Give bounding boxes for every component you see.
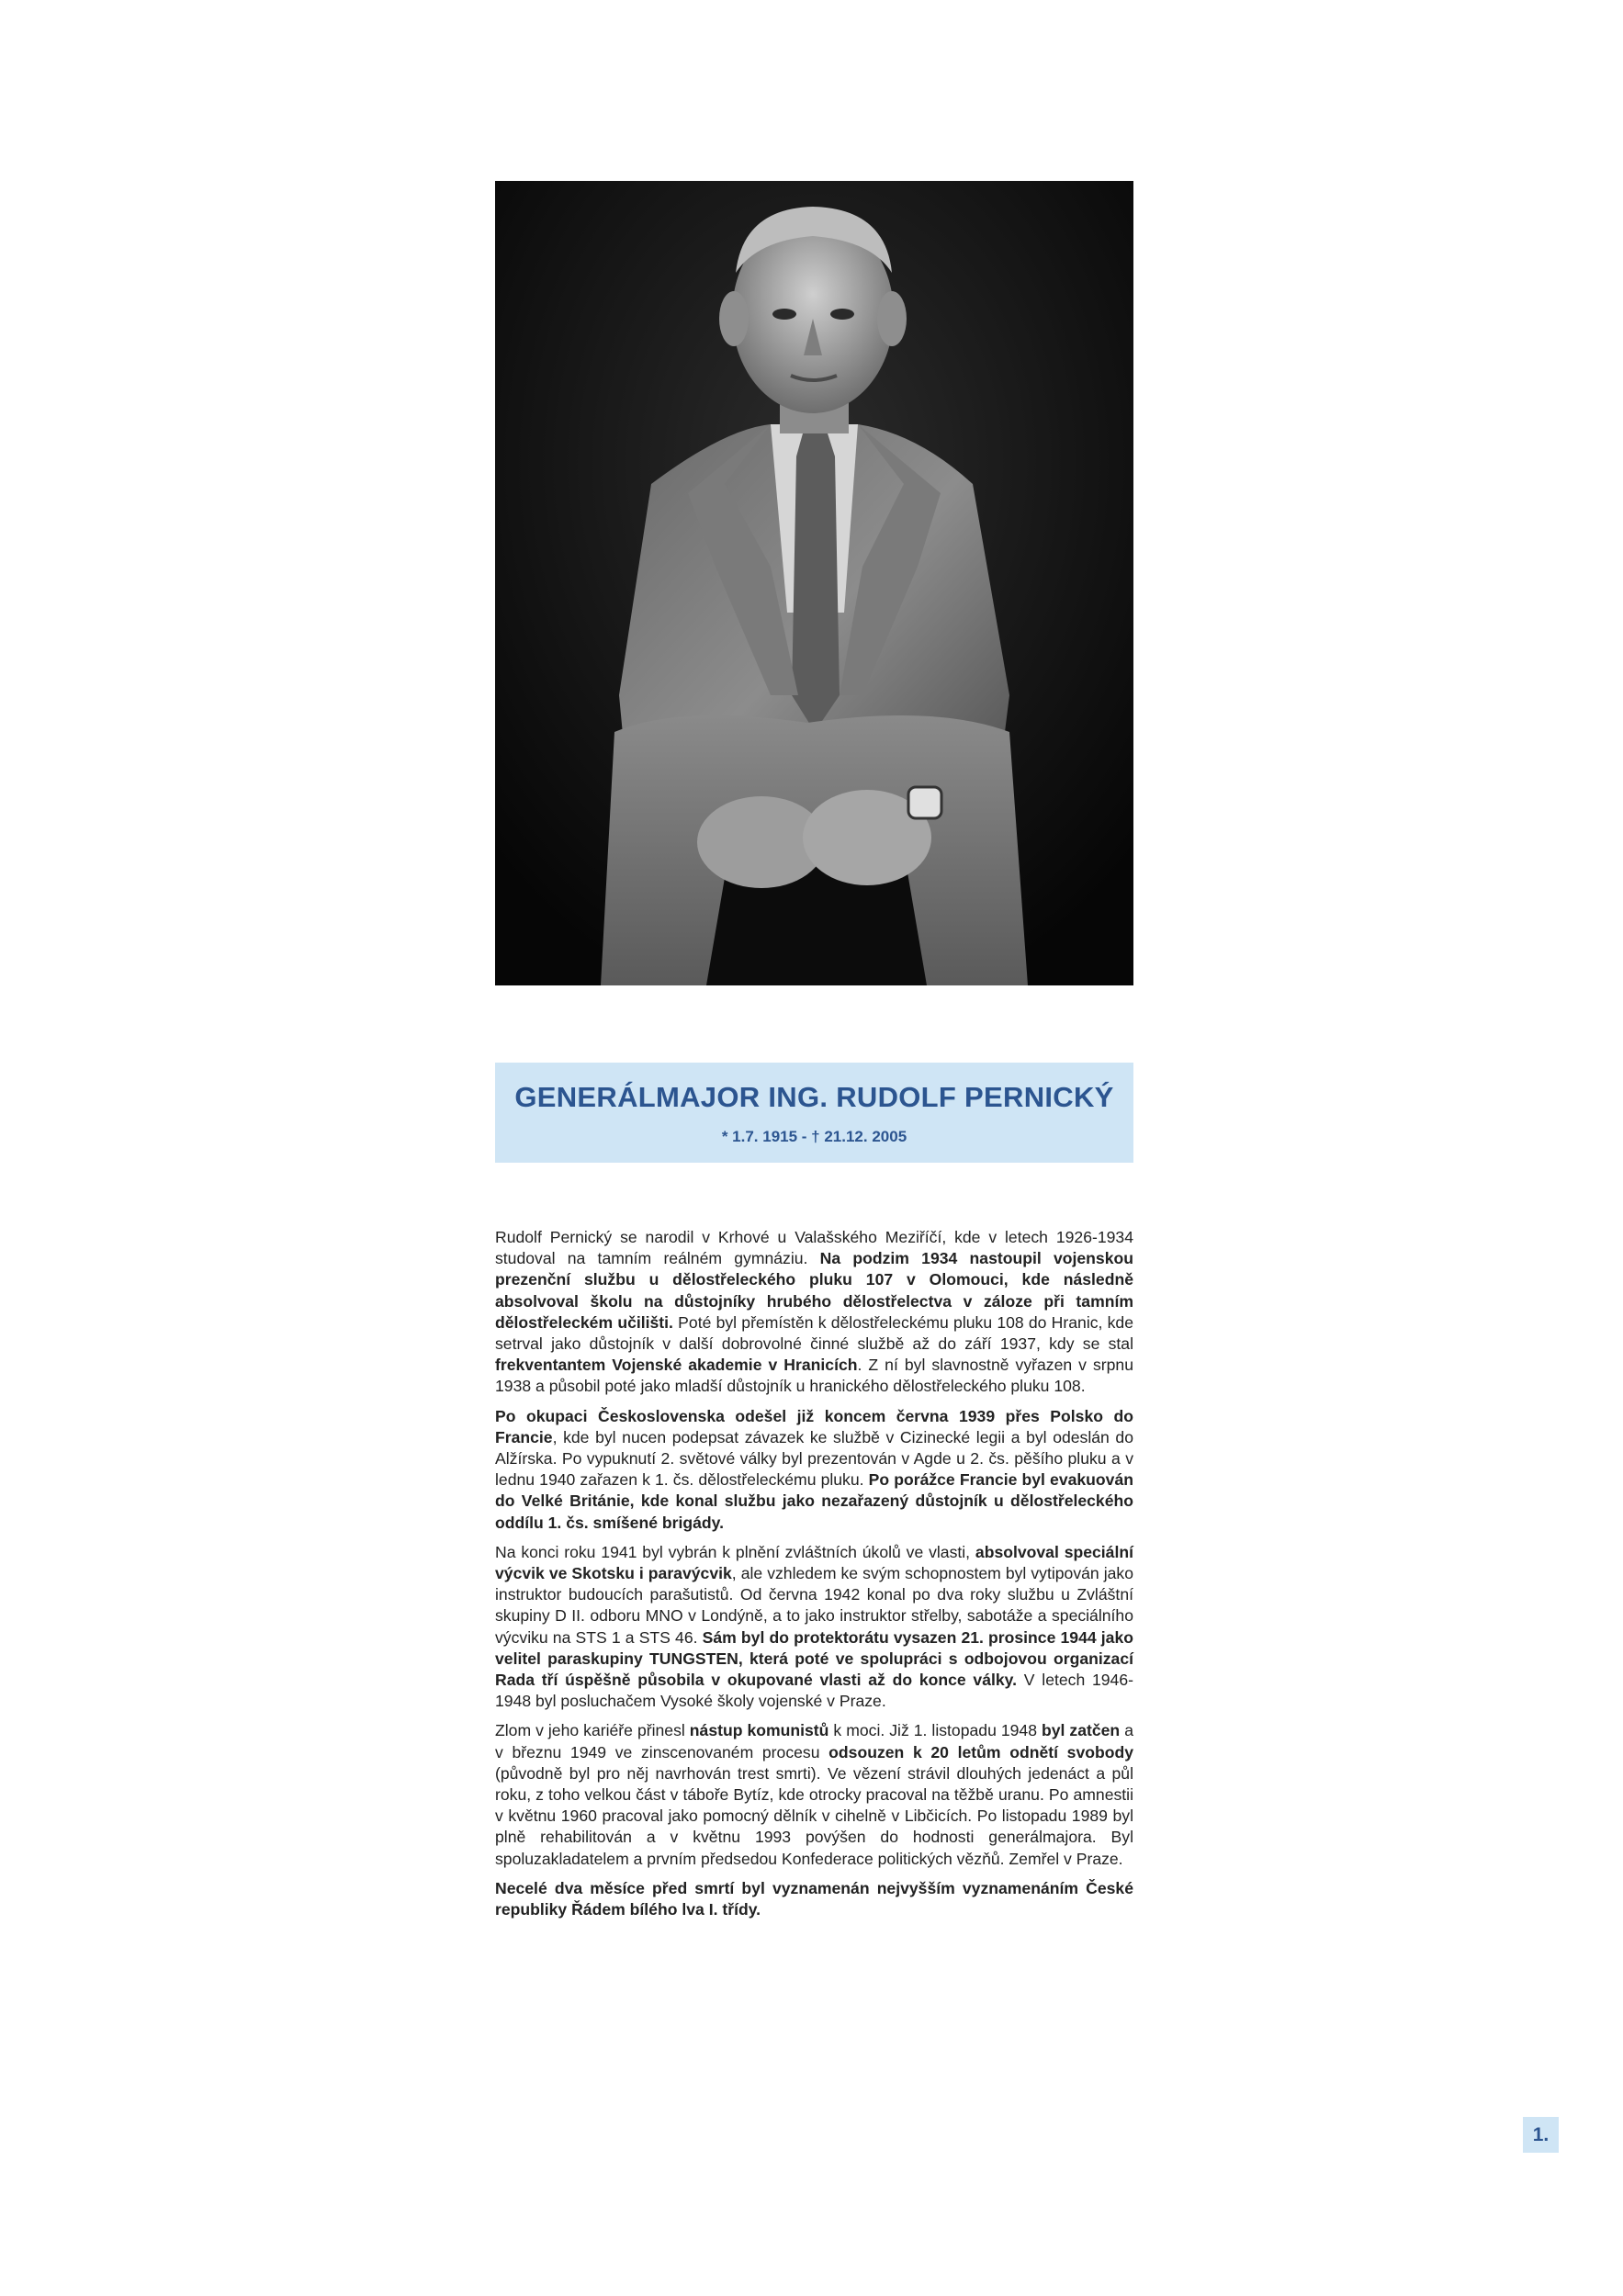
bold-text-run: Po porážce Francie byl evakuován do Velké Británie, kde konal službu jako nezařazený důstojník u dělostřeleckého oddílu 1. čs. smíšené brigády. — [495, 1470, 1133, 1532]
bold-text-run: byl zatčen — [1042, 1721, 1121, 1740]
bold-text-run: Na podzim 1934 nastoupil vojenskou prezenční službu u dělostřeleckého pluku 107 v Olomouci, kde následně absolvoval školu na důstojníky hrubého dělostřelectva v záloze při tamním dělostřeleckém učilišti. — [495, 1249, 1133, 1332]
text-run: , kde byl nucen podepsat závazek ke službě v Cizinecké legii a byl odeslán do Alžírska. Po vypuknutí 2. světové války byl prezentován v Agde u 2. čs. pěšího pluku a v lednu 1940 zařazen k 1. čs. dělostřeleckému pluku. — [495, 1427, 1133, 1490]
text-run: Na konci roku 1941 byl vybrán k plnění zvláštních úkolů ve vlasti, — [495, 1542, 975, 1561]
biography-text — [495, 1227, 1133, 1929]
biography-paragraph — [495, 1542, 1133, 1713]
biography-paragraph — [495, 1720, 1133, 1869]
text-run: a v březnu 1949 ve zinscenovaném procesu — [495, 1721, 1133, 1761]
portrait-photo — [495, 181, 1133, 985]
bold-text-run: nástup komunistů — [689, 1721, 829, 1740]
biography-paragraph — [495, 1878, 1133, 1920]
life-dates: * 1.7. 1915 - † 21.12. 2005 — [721, 1128, 907, 1145]
text-run: Rudolf Pernický se narodil v Krhové u Valašského Meziříčí, kde v letech 1926-1934 studoval na tamním reálném gymnáziu. — [495, 1228, 1133, 1268]
bold-text-run: Po okupaci Československa odešel již koncem června 1939 přes Polsko do Francie — [495, 1406, 1133, 1446]
bold-text-run: Necelé dva měsíce před smrtí byl vyznamenán nejvyšším vyznamenáním České republiky Řádem bílého lva I. třídy. — [495, 1878, 1133, 1919]
text-run: Poté byl přemístěn k dělostřeleckému pluku 108 do Hranic, kde setrval jako důstojník v další dobrovolné činné službě až do září 1937, kdy se stal — [495, 1312, 1133, 1354]
bold-text-run: Sám byl do protektorátu vysazen 21. prosince 1944 jako velitel paraskupiny TUNGSTEN, která poté ve spolupráci s odbojovou organizací Rada tří úspěšně působila v okupované vlasti až do konce války. — [495, 1627, 1133, 1690]
text-run: V letech 1946-1948 byl posluchačem Vysoké školy vojenské v Praze. — [495, 1671, 1133, 1711]
text-run: . Z ní byl slavnostně vyřazen v srpnu 1938 a působil poté jako mladší důstojník u hranického dělostřeleckého pluku 108. — [495, 1356, 1134, 1396]
text-run: , ale vzhledem ke svým schopnostem byl vytipován jako instruktor budoucích parašutistů. Od června 1942 konal po dva roky službu u Zvláštní skupiny D II. odboru MNO v Londýně, a to jako instruktor střelby, sabotáže a speciálního výcviku na STS 1 a STS 46. — [495, 1564, 1133, 1647]
title-banner — [495, 1063, 1133, 1163]
text-run: Zlom v jeho kariéře přinesl — [495, 1721, 690, 1740]
biography-paragraph — [495, 1406, 1133, 1534]
biography-paragraph — [495, 1227, 1133, 1398]
bold-text-run: odsouzen k 20 letům odnětí svobody — [828, 1742, 1134, 1761]
bold-text-run: frekventantem Vojenské akademie v Hranicích — [495, 1356, 858, 1375]
text-run: k moci. Již 1. listopadu 1948 — [828, 1721, 1042, 1740]
portrait-illustration — [495, 181, 1133, 985]
text-run: (původně byl pro něj navrhován trest smrti). Ve vězení strávil dlouhých jedenáct a půl roku, z toho velkou část v táboře Bytíz, kde otrocky pracoval na těžbě uranu. Po amnestii v květnu 1960 pracoval jako pomocný dělník v cihelně v Libčicích. Po listopadu 1989 byl plně rehabilitován a v květnu 1993 povýšen do hodnosti generálmajora. Byl spoluzakladatelem a prvním předsedou Konfederace politických vězňů. Zemřel v Praze. — [495, 1763, 1133, 1868]
page-number: 1. — [1523, 2117, 1559, 2153]
page-title: GENERÁLMAJOR ING. RUDOLF PERNICKÝ — [514, 1081, 1114, 1113]
bold-text-run: absolvoval speciální výcvik ve Skotsku i paravýcvik — [495, 1542, 1133, 1583]
